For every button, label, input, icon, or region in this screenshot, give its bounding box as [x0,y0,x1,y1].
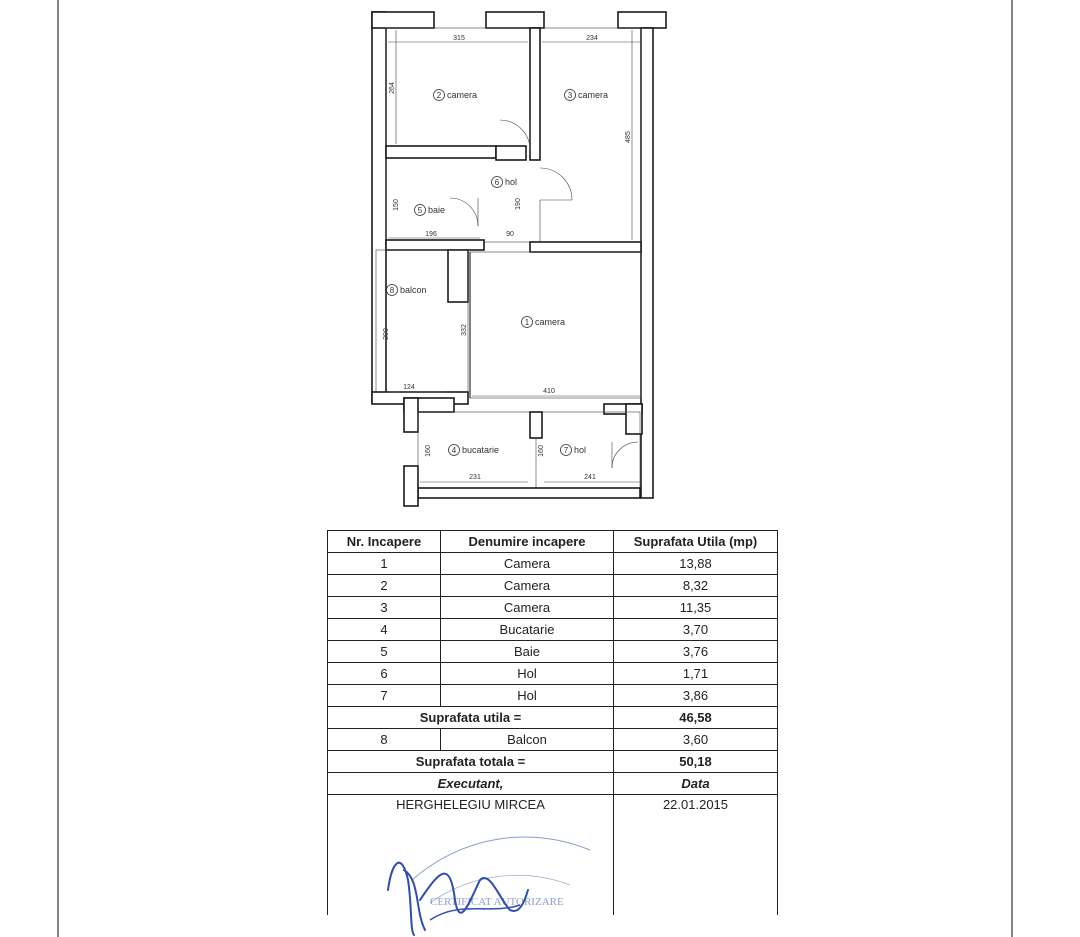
header-name: Denumire incapere [441,531,614,553]
row-nr: 3 [328,597,441,619]
date-value: 22.01.2015 [614,795,778,916]
dim-190: 190 [515,198,522,210]
room-4-label: bucatarie [462,445,500,455]
total-area-row [328,751,778,773]
dim-485: 485 [625,131,632,143]
room-8-label: balcon [400,285,427,295]
dim-160-hall: 160 [538,445,545,457]
table-row [328,597,778,619]
executant-name: HERGHELEGIU MIRCEA [328,795,614,916]
row-nr: 6 [328,663,441,685]
table-row [328,619,778,641]
row-name: Baie [441,641,614,663]
room-4-number: 4 [451,446,457,455]
table-row [328,575,778,597]
row-name: Bucatarie [441,619,614,641]
row-area: 8,32 [614,575,778,597]
stamp-text: CERTIFICAT AUTORIZARE [430,896,564,908]
row-area: 3,86 [614,685,778,707]
dim-264: 264 [389,82,396,94]
total-area-value: 50,18 [614,751,778,773]
row-area: 13,88 [614,553,778,575]
row-nr: 5 [328,641,441,663]
row-area: 1,71 [614,663,778,685]
row-area: 3,60 [614,729,778,751]
dim-332: 332 [461,324,468,336]
useful-area-label: Suprafata utila = [328,707,614,729]
dim-234: 234 [586,35,598,42]
executant-label: Executant, [328,773,614,795]
row-name: Camera [441,575,614,597]
dim-150: 150 [393,199,400,211]
room-7-number: 7 [563,446,569,455]
header-area: Suprafata Utila (mp) [614,531,778,553]
dim-90: 90 [506,231,514,238]
room-8-number: 8 [389,286,395,295]
date-label: Data [614,773,778,795]
table-row [328,553,778,575]
row-name: Balcon [441,729,614,751]
dim-196: 196 [425,231,437,238]
row-name: Hol [441,663,614,685]
dim-124: 124 [403,384,415,391]
total-area-label: Suprafata totala = [328,751,614,773]
signature-row [328,795,778,916]
room-1-label: camera [535,317,566,327]
room-6-label: hol [505,177,518,187]
table-row [328,641,778,663]
row-nr: 8 [328,729,441,751]
row-area: 11,35 [614,597,778,619]
signature-header-row [328,773,778,795]
row-area: 3,76 [614,641,778,663]
room-5-number: 5 [417,206,423,215]
area-table [327,530,778,915]
room-1-number: 1 [524,318,530,327]
row-nr: 2 [328,575,441,597]
row-name: Camera [441,553,614,575]
dim-290: 290 [383,328,390,340]
header-nr: Nr. Incapere [328,531,441,553]
table-row [328,729,778,751]
dim-231: 231 [469,474,481,481]
room-3-label: camera [578,90,609,100]
room-5-label: baie [428,205,446,215]
table-row [328,663,778,685]
row-area: 3,70 [614,619,778,641]
table-row [328,685,778,707]
useful-area-value: 46,58 [614,707,778,729]
dim-241: 241 [584,474,596,481]
room-6-number: 6 [494,178,500,187]
room-7-label: hol [574,445,587,455]
floor-plan [372,12,666,506]
room-3-number: 3 [567,91,573,100]
room-2-label: camera [447,90,478,100]
useful-area-row [328,707,778,729]
table-header-row [328,531,778,553]
row-name: Hol [441,685,614,707]
room-2-number: 2 [436,91,442,100]
row-nr: 1 [328,553,441,575]
dim-160-kitchen: 160 [425,445,432,457]
row-name: Camera [441,597,614,619]
dim-315: 315 [453,35,465,42]
row-nr: 4 [328,619,441,641]
dim-410: 410 [543,388,555,395]
row-nr: 7 [328,685,441,707]
